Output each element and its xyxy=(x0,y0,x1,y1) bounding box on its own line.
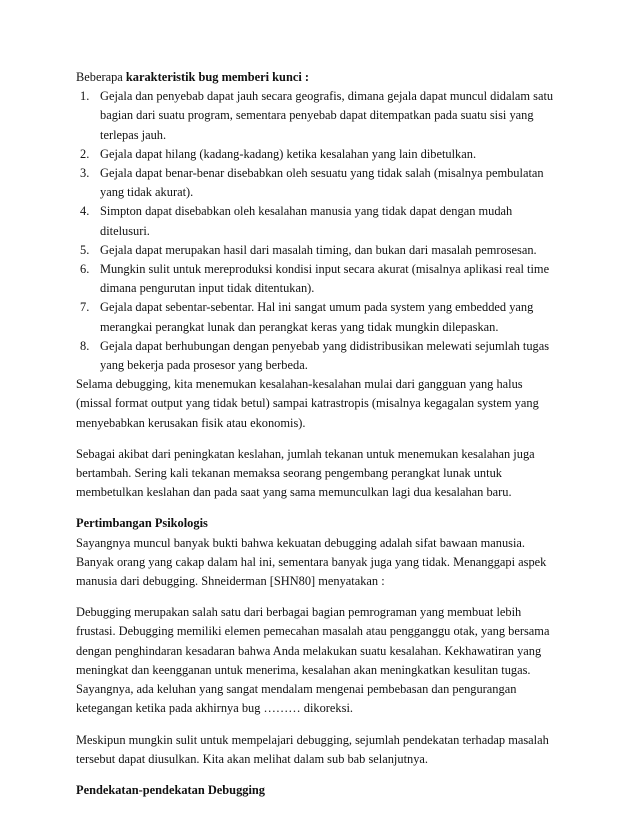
list-item-text: Gejala dapat sebentar-sebentar. Hal ini sangat umum pada system yang embedded yang merangkai perangkat lunak dan perangkat keras yang tidak mungkin dilepaskan. xyxy=(100,300,534,334)
list-item xyxy=(76,260,560,298)
document-page xyxy=(76,68,560,800)
intro-bold: karakteristik bug memberi kunci : xyxy=(125,70,309,84)
list-item-text: Gejala dapat berhubungan dengan penyebab yang didistribusikan melewati sejumlah tugas yang bekerja pada prosesor yang berbeda. xyxy=(100,338,550,373)
list-item xyxy=(76,241,560,260)
list-number: 4. xyxy=(80,204,90,219)
list-item-text: Simpton dapat disebabkan oleh kesalahan manusia yang tidak dapat dengan mudah ditelusuri. xyxy=(100,204,513,238)
paragraph-psychology: Sayangnya muncul banyak bukti bahwa kekuatan debugging adalah sifat bawaan manusia. Banyak orang yang cakap dalam hal ini, sementara banyak juga yang tidak. Menanggapi aspek manusia dari debugging. Shneiderman [SHN80] menyatakan : xyxy=(76,535,547,589)
list-number: 2. xyxy=(80,146,90,161)
list-item xyxy=(76,145,560,164)
paragraph-debugging-errors: Selama debugging, kita menemukan kesalahan-kesalahan mulai dari gangguan yang halus (missal format output yang tidak betul) sampai katrastropis (misalnya kegagalan system yang menyebabkan kerusakan fisik atau ekonomis). xyxy=(76,377,539,430)
paragraph-shneiderman-quote: Debugging merupakan salah satu dari berbagai bagian pemrograman yang membuat lebih frustasi. Debugging memiliki elemen pemecahan masalah atau pengganggu otak, yang bersama dengan penghindaran kesadaran bahwa Anda melakukan suatu kesalahan. Kekhawatiran yang meningkat dan keengganan untuk menerima, kesalahan akan meningkatkan kesulitan tugas. Sayangnya, ada keluhan yang sangat mendalam mengenai pembebasan dan pengurangan ketegangan ketika pada akhirnya bug ……… dikoreksi. xyxy=(76,605,550,716)
list-item-text: Gejala dapat merupakan hasil dari masalah timing, dan bukan dari masalah pemrosesan. xyxy=(100,242,537,257)
list-item xyxy=(76,164,560,202)
list-item xyxy=(76,202,560,240)
list-number: 5. xyxy=(80,242,90,257)
heading-psychology: Pertimbangan Psikologis xyxy=(76,516,208,531)
characteristics-intro xyxy=(76,68,560,87)
paragraph-pressure: Sebagai akibat dari peningkatan keslahan, jumlah tekanan untuk menemukan kesalahan juga bertambah. Sering kali tekanan memaksa seorang pengembang perangkat lunak untuk membetulkan keslahan dan pada saat yang sama memunculkan lagi dua kesalahan baru. xyxy=(76,446,535,500)
list-item-text: Gejala dan penyebab dapat jauh secara geografis, dimana gejala dapat muncul didalam satu bagian dari suatu program, sementara penyebab dapat ditempatkan pada suatu sisi yang terlepas jauh. xyxy=(100,89,554,142)
list-item-text: Gejala dapat benar-benar disebabkan oleh sesuatu yang tidak salah (misalnya pembulatan yang tidak akurat). xyxy=(100,166,544,200)
list-item-text: Gejala dapat hilang (kadang-kadang) ketika kesalahan yang lain dibetulkan. xyxy=(100,146,477,161)
list-number: 6. xyxy=(80,262,90,277)
list-item xyxy=(76,298,560,336)
list-item xyxy=(76,337,560,375)
intro-prefix: Beberapa xyxy=(76,70,126,84)
list-number: 7. xyxy=(80,300,90,315)
heading-approaches: Pendekatan-pendekatan Debugging xyxy=(76,782,265,797)
list-number: 3. xyxy=(80,166,90,181)
list-number: 1. xyxy=(80,89,90,104)
list-number: 8. xyxy=(80,338,90,353)
characteristics-list xyxy=(76,87,560,375)
paragraph-approaches-intro: Meskipun mungkin sulit untuk mempelajari debugging, sejumlah pendekatan terhadap masalah tersebut dapat diusulkan. Kita akan melihat dalam sub bab selanjutnya. xyxy=(76,732,549,766)
list-item xyxy=(76,87,560,145)
list-item-text: Mungkin sulit untuk mereproduksi kondisi input secara akurat (misalnya aplikasi real time dimana pengurutan input tidak ditentukan). xyxy=(100,262,550,296)
